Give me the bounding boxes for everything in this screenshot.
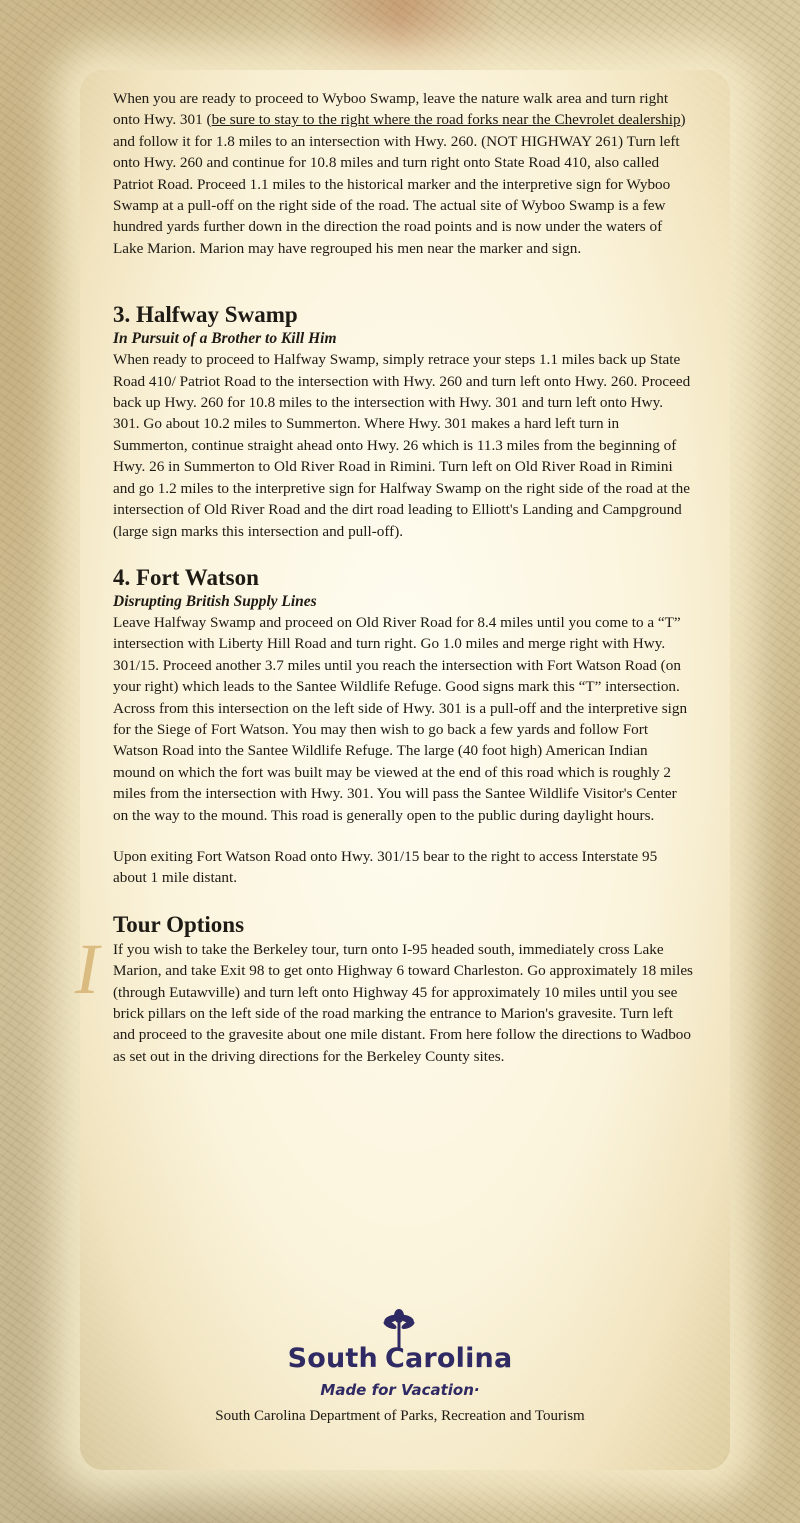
logo-word-carolina: Carolina xyxy=(384,1343,513,1374)
tour-options-paragraph: If you wish to take the Berkeley tour, turn onto I-95 headed south, immediately cross Lake Marion, and take Exit 98 to get onto Highway 6 toward Charleston. Go approximately 18 miles (through Eutawville) and turn left onto Highway 45 for approximately 10 miles until you see brick pillars on the left side of the road marking the entrance to Marion's gravesite. Turn left and proceed to the gravesite about one mile distant. From here follow the directions to Wadboo as set out in the driving directions for the Berkeley County sites. xyxy=(113,940,693,1065)
section-subtitle-fort-watson: Disrupting British Supply Lines xyxy=(113,592,317,610)
fort-watson-paragraph: Leave Halfway Swamp and proceed on Old River Road for 8.4 miles until you come to a “T” intersection with Liberty Hill Road and turn right. Go 1.0 miles and merge right with Hwy. 301/15. Proceed another 3.7 miles until you reach the intersection with Fort Watson Road (on your right) which leads to the Santee Wildlife Refuge. Good signs mark this “T” intersection. Across from this intersection on the left side of Hwy. 301 is a pull-off and the interpretive sign for the Siege of Fort Watson. You may then wish to go back a few yards and follow Fort Watson Road into the Santee Wildlife Refuge. The large (40 foot high) American Indian mound on which the fort was built may be viewed at the end of this road which is roughly 2 miles from the intersection with Hwy. 301. You will pass the Santee Wildlife Visitor's Center on the way to the mound. This road is generally open to the public during daylight hours. xyxy=(113,613,688,824)
fort-watson-exit-paragraph: Upon exiting Fort Watson Road onto Hwy. 301/15 bear to the right to access Interstate 95 about 1 mile distant. xyxy=(113,847,658,887)
logo-tagline: Made for Vacation· xyxy=(320,1381,480,1399)
section-title-fort-watson: 4. Fort Watson xyxy=(113,564,259,590)
directions-content xyxy=(75,88,693,1067)
halfway-swamp-paragraph: When ready to proceed to Halfway Swamp, simply retrace your steps 1.1 miles back up State Road 410/ Patriot Road to the intersection with Hwy. 260 and turn left onto Hwy. 260. Proceed back up Hwy. 260 for 10.8 miles to the intersection with Hwy. 301 and turn left onto Hwy. 301. Go about 10.2 miles to Summerton. Where Hwy. 301 makes a hard left turn in Summerton, continue straight ahead onto Hwy. 26 which is 11.3 miles from the beginning of Hwy. 26 in Summerton to Old River Road in Rimini. Turn left on Old River Road in Rimini and go 1.2 miles to the interpretive sign for Halfway Swamp on the right side of the road at the intersection of Old River Road and the dirt road leading to Elliott's Landing and Campground (large sign marks this intersection and pull-off). xyxy=(113,351,691,540)
intro-text-1: When you are ready to proceed to Wyboo Swamp, leave the nature walk area and turn right onto Hwy. 301 ( xyxy=(113,90,669,129)
crescent-moon-icon xyxy=(364,1298,382,1314)
intro-underlined-note: be sure to stay to the right where the road forks near the Chevrolet dealership xyxy=(211,111,681,129)
section-title-tour-options: Tour Options xyxy=(113,911,245,937)
intro-text-2: ) and follow it for 1.8 miles to an intersection with Hwy. 260. (NOT HIGHWAY 261) Turn left onto Hwy. 260 and continue for 10.8 miles and turn right onto State Road 410, also called Patriot Road. Proceed 1.1 miles to the historical marker and the interpretive sign for Wyboo Swamp at a pull-off on the right side of the road. The actual site of Wyboo Swamp is a few hundred yards further down in the direction the road points and is now under the waters of Lake Marion. Marion may have regrouped his men near the marker and sign. xyxy=(113,111,686,257)
department-credit: South Carolina Department of Parks, Recreation and Tourism xyxy=(215,1408,585,1424)
decorative-dropcap: I xyxy=(75,928,99,1009)
south-carolina-logo xyxy=(0,1342,800,1376)
section-subtitle-halfway-swamp: In Pursuit of a Brother to Kill Him xyxy=(113,330,337,348)
logo-word-south: South xyxy=(287,1343,378,1374)
tour-options-block xyxy=(75,928,693,1067)
section-title-halfway-swamp: 3. Halfway Swamp xyxy=(113,302,298,328)
intro-paragraph xyxy=(113,88,693,259)
